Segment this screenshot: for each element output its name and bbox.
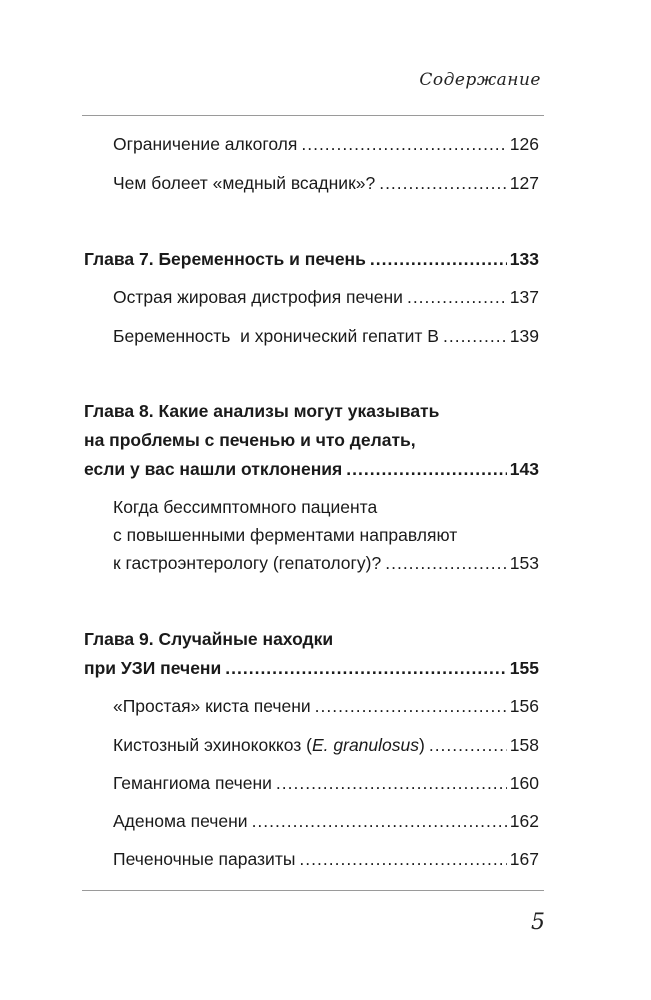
toc-leader	[370, 245, 507, 273]
toc-entry-title: Острая жировая дистрофия печени	[113, 287, 403, 307]
toc-entry-title-italic: E. granulosus	[311, 735, 419, 755]
toc-leader	[301, 130, 506, 158]
toc-page-number: 126	[509, 134, 539, 154]
toc-chapter-title-line: на проблемы с печенью и что делать,	[84, 430, 416, 450]
toc-leader	[443, 322, 507, 350]
toc-page-number: 153	[509, 553, 539, 573]
toc-page-number: 155	[509, 658, 539, 678]
toc-chapter-title-line: Глава 9. Случайные находки	[84, 629, 334, 649]
toc-page-number: 139	[509, 326, 539, 346]
running-head: Содержание	[419, 70, 541, 90]
toc-entry-title: Ограничение алкоголя	[113, 134, 298, 154]
bottom-rule	[82, 890, 544, 891]
toc-entry-title-suffix: )	[419, 735, 425, 755]
toc-page-number: 158	[509, 735, 539, 755]
toc-page-number: 156	[509, 696, 539, 716]
toc-leader	[276, 769, 507, 797]
toc-leader	[346, 455, 507, 483]
toc-chapter-title-line: Глава 8. Какие анализы могут указывать	[84, 401, 440, 421]
toc-page-number: 162	[509, 811, 539, 831]
toc-leader	[299, 845, 506, 873]
toc-page-number: 137	[509, 287, 539, 307]
toc-entry-title: Гемангиома печени	[113, 773, 272, 793]
toc-chapter-title: Глава 7. Беременность и печень	[84, 249, 366, 269]
toc-chapter-title-line: если у вас нашли отклонения	[84, 459, 343, 479]
toc-leader	[252, 807, 507, 835]
toc-page-number: 160	[509, 773, 539, 793]
toc-chapter-title-line: при УЗИ печени	[84, 658, 222, 678]
toc-entry-title-line: с повышенными ферментами направляют	[113, 525, 458, 545]
toc-entry-title: Беременность и хронический гепатит В	[113, 326, 439, 346]
toc-entry-title-prefix: Кистозный эхинококкоз (	[113, 735, 312, 755]
toc-leader	[379, 169, 507, 197]
toc-leader	[225, 654, 507, 682]
toc-entry-title: Аденома печени	[113, 811, 248, 831]
toc-leader	[429, 731, 507, 759]
toc-entry-title-line: Когда бессимптомного пациента	[113, 497, 378, 517]
toc-page-number: 167	[509, 849, 539, 869]
top-rule	[82, 115, 544, 116]
toc-entry-title-line: к гастроэнтерологу (гепатологу)?	[113, 553, 382, 573]
toc-entry-title: Печеночные паразиты	[113, 849, 296, 869]
toc-page-number: 133	[509, 249, 539, 269]
toc-leader	[407, 283, 507, 311]
toc-entry-title	[113, 731, 425, 759]
toc-page-number: 127	[509, 173, 539, 193]
page-number: 5	[531, 910, 545, 935]
toc-page-number: 143	[509, 459, 539, 479]
toc-leader	[315, 692, 507, 720]
toc-entry-title: Чем болеет «медный всадник»?	[113, 173, 376, 193]
toc-leader	[385, 549, 507, 577]
toc-entry-title: «Простая» киста печени	[113, 696, 311, 716]
